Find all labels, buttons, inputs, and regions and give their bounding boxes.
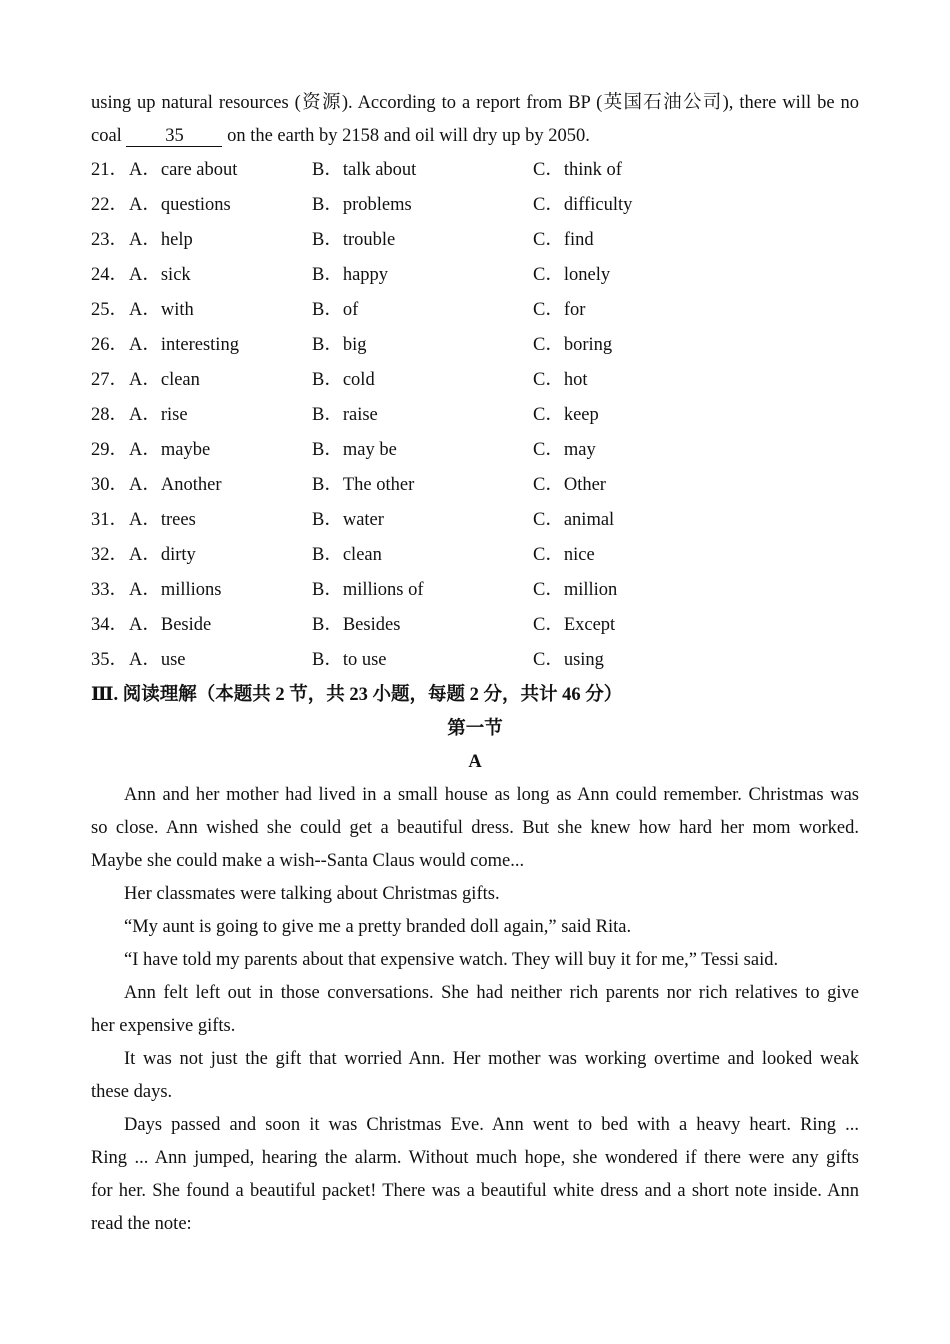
option-row xyxy=(91,188,859,223)
option-b: B．big xyxy=(312,335,367,355)
option-c: C．keep xyxy=(533,405,599,425)
question-number: 35． xyxy=(91,650,129,670)
question-number: 33． xyxy=(91,580,129,600)
question-number: 22． xyxy=(91,195,129,215)
option-a: A．trees xyxy=(129,510,196,530)
option-a: A．millions xyxy=(129,580,222,600)
option-row xyxy=(91,153,859,188)
option-c: C．difficulty xyxy=(533,195,633,215)
option-b: B．talk about xyxy=(312,160,417,180)
passage-label: A xyxy=(468,752,482,772)
option-b: B．trouble xyxy=(312,230,396,250)
passage-line: Ring ... Ann jumped, hearing the alarm. Without much hope, she wondered if there were any gifts xyxy=(91,1148,859,1168)
passage-line: read the note: xyxy=(91,1214,192,1234)
passage-line: “My aunt is going to give me a pretty branded doll again,” said Rita. xyxy=(124,917,632,937)
question-number: 29． xyxy=(91,440,129,460)
option-c: C．Except xyxy=(533,615,616,635)
option-a: A．rise xyxy=(129,405,188,425)
question-number: 26． xyxy=(91,335,129,355)
option-b: B．of xyxy=(312,300,359,320)
option-a: A．use xyxy=(129,650,186,670)
option-row xyxy=(91,468,859,503)
question-number: 28． xyxy=(91,405,129,425)
option-c: C．nice xyxy=(533,545,595,565)
intro-line-2-end: on the earth by 2158 and oil will dry up by 2050. xyxy=(227,126,590,146)
option-row xyxy=(91,643,859,678)
option-b: B．to use xyxy=(312,650,387,670)
question-number: 25． xyxy=(91,300,129,320)
question-number: 23． xyxy=(91,230,129,250)
option-c: C．hot xyxy=(533,370,588,390)
passage-line: “I have told my parents about that expensive watch. They will buy it for me,” Tessi said. xyxy=(124,950,779,970)
option-c: C．Other xyxy=(533,475,606,495)
passage-line: her expensive gifts. xyxy=(91,1016,236,1036)
intro-line-2-start: coal xyxy=(91,126,122,146)
option-row xyxy=(91,223,859,258)
question-number: 30． xyxy=(91,475,129,495)
option-a: A．questions xyxy=(129,195,231,215)
option-row xyxy=(91,538,859,573)
option-a: A．Beside xyxy=(129,615,212,635)
option-a: A．Another xyxy=(129,475,222,495)
option-a: A．maybe xyxy=(129,440,211,460)
option-c: C．think of xyxy=(533,160,622,180)
intro-line-2 xyxy=(91,120,859,153)
option-row xyxy=(91,293,859,328)
option-row xyxy=(91,363,859,398)
section-heading: Ⅲ. 阅读理解（本题共 2 节，共 23 小题，每题 2 分，共计 46 分） xyxy=(91,685,623,705)
option-row xyxy=(91,433,859,468)
option-b: B．may be xyxy=(312,440,397,460)
passage-line: Ann felt left out in those conversations. She had neither rich parents nor rich relatives to give xyxy=(124,983,859,1003)
question-number: 32． xyxy=(91,545,129,565)
option-b: B．The other xyxy=(312,475,415,495)
intro-line-1: using up natural resources (资源). According to a report from BP (英国石油公司), there will be no xyxy=(91,93,859,113)
option-a: A．with xyxy=(129,300,194,320)
passage-line: these days. xyxy=(91,1082,173,1102)
option-a: A．help xyxy=(129,230,193,250)
question-number: 34． xyxy=(91,615,129,635)
passage-text xyxy=(91,779,859,1241)
option-row xyxy=(91,573,859,608)
passage-line: Maybe she could make a wish--Santa Claus would come... xyxy=(91,851,525,871)
question-number: 31． xyxy=(91,510,129,530)
passage-line: It was not just the gift that worried Ann. Her mother was working overtime and looked weak xyxy=(124,1049,859,1069)
option-b: B．water xyxy=(312,510,384,530)
option-b: B．millions of xyxy=(312,580,424,600)
option-b: B．happy xyxy=(312,265,389,285)
passage-line: Days passed and soon it was Christmas Eve. Ann went to bed with a heavy heart. Ring ... xyxy=(124,1115,859,1135)
option-c: C．find xyxy=(533,230,594,250)
option-a: A．dirty xyxy=(129,545,196,565)
option-b: B．clean xyxy=(312,545,382,565)
question-number: 21． xyxy=(91,160,129,180)
option-c: C．for xyxy=(533,300,586,320)
option-c: C．million xyxy=(533,580,618,600)
option-a: A．sick xyxy=(129,265,191,285)
fill-blank-35: 35 xyxy=(126,126,222,147)
option-row xyxy=(91,398,859,433)
document-page xyxy=(91,87,859,1241)
option-c: C．animal xyxy=(533,510,615,530)
passage-line: Her classmates were talking about Christmas gifts. xyxy=(124,884,500,904)
option-c: C．boring xyxy=(533,335,613,355)
option-c: C．using xyxy=(533,650,604,670)
option-b: B．raise xyxy=(312,405,378,425)
part-title: 第一节 xyxy=(447,719,503,739)
question-number: 24． xyxy=(91,265,129,285)
option-b: B．problems xyxy=(312,195,412,215)
option-a: A．interesting xyxy=(129,335,239,355)
options-list xyxy=(91,153,859,678)
option-a: A．care about xyxy=(129,160,238,180)
option-c: C．may xyxy=(533,440,596,460)
option-row xyxy=(91,328,859,363)
question-number: 27． xyxy=(91,370,129,390)
option-a: A．clean xyxy=(129,370,200,390)
option-row xyxy=(91,503,859,538)
option-row xyxy=(91,258,859,293)
option-c: C．lonely xyxy=(533,265,611,285)
passage-line: Ann and her mother had lived in a small house as long as Ann could remember. Christmas was xyxy=(124,785,859,805)
option-b: B．Besides xyxy=(312,615,401,635)
passage-line: so close. Ann wished she could get a beautiful dress. But she knew how hard her mom worked. xyxy=(91,818,859,838)
passage-line: for her. She found a beautiful packet! There was a beautiful white dress and a short note inside. Ann xyxy=(91,1181,859,1201)
option-row xyxy=(91,608,859,643)
option-b: B．cold xyxy=(312,370,375,390)
